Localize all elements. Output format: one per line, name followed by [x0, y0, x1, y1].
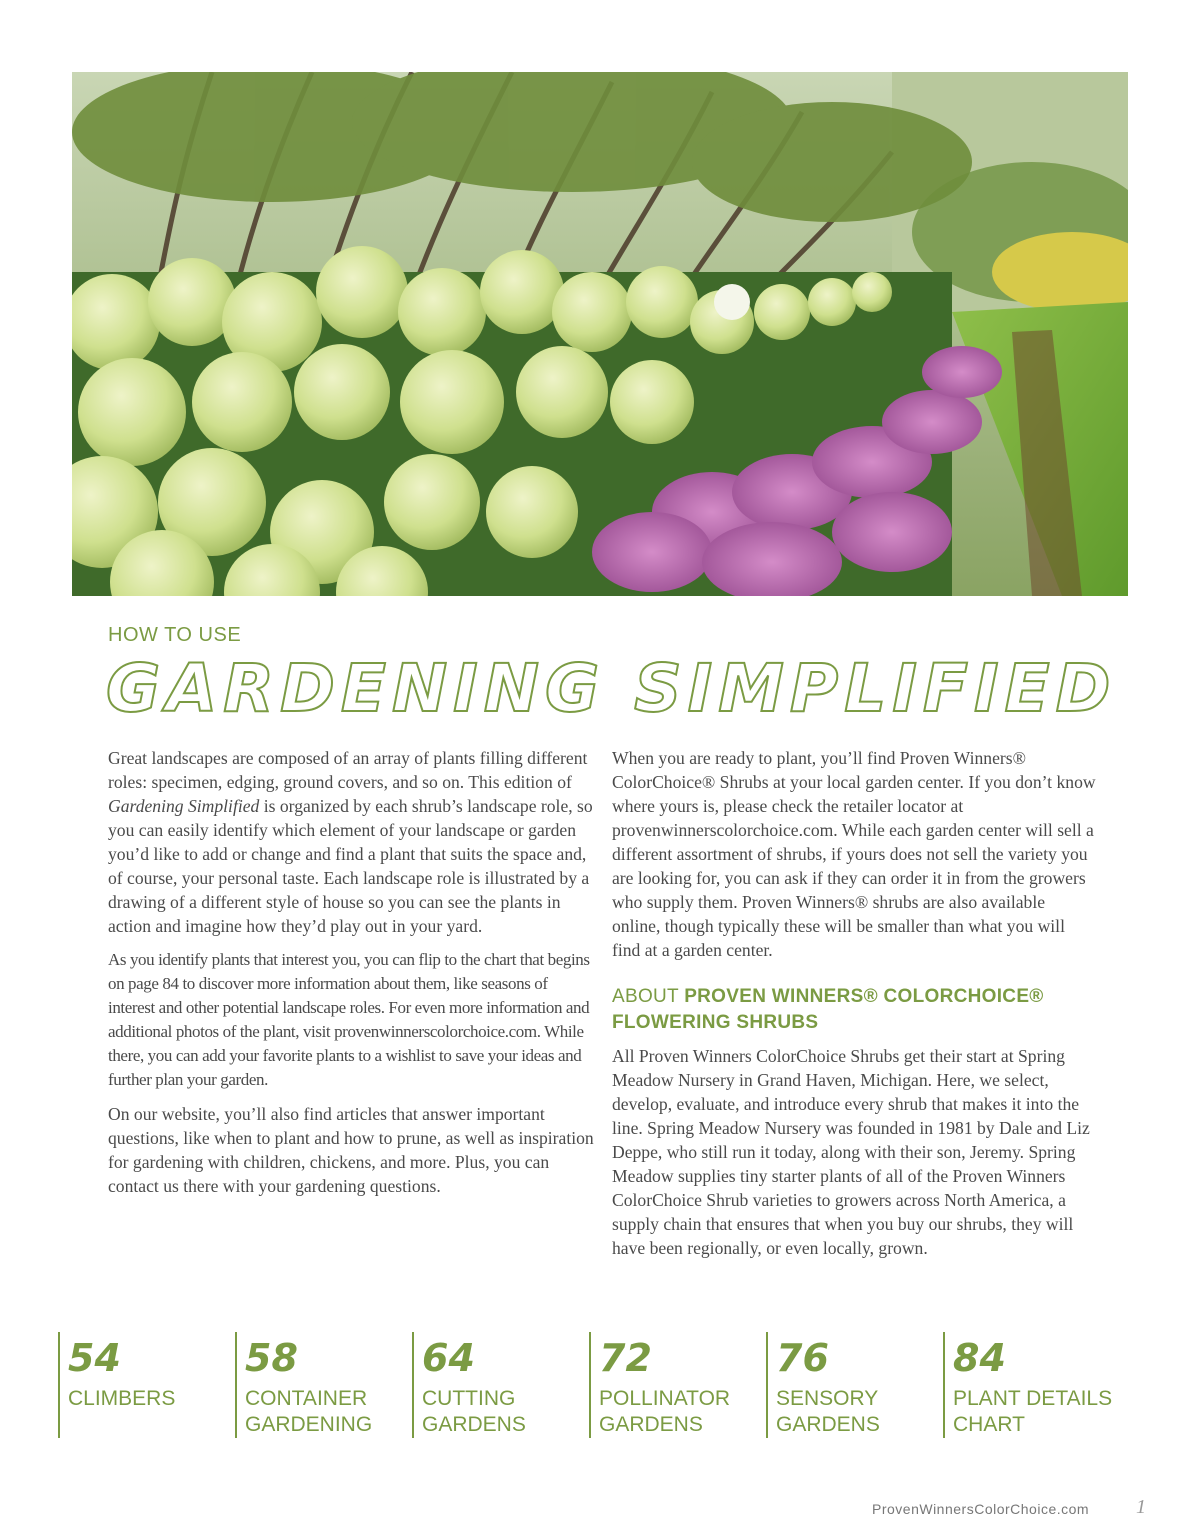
section-page-number: 72	[599, 1336, 652, 1380]
section-page-number: 54	[68, 1336, 121, 1380]
section-label: CUTTING GARDENS	[422, 1387, 526, 1436]
section-label: SENSORY GARDENS	[776, 1387, 880, 1436]
garden-illustration	[72, 72, 1128, 596]
section-page-number: 84	[953, 1336, 1006, 1380]
page-title: GARDENING SIMPLIFIED	[106, 650, 1117, 727]
section-sensory-gardens[interactable]	[766, 1332, 936, 1438]
about-heading-bold: PROVEN WINNERS® COLORCHOICE® FLOWERING SHRUBS	[612, 986, 1044, 1033]
section-page-number: 76	[776, 1336, 829, 1380]
section-cutting-gardens[interactable]	[412, 1332, 582, 1438]
kicker-how-to-use: HOW TO USE	[108, 624, 242, 646]
section-container-gardening[interactable]	[235, 1332, 405, 1438]
section-plant-details-chart[interactable]	[943, 1332, 1143, 1438]
website-paragraph: On our website, you’ll also find articles that answer important questions, like when to plant and how to prune, as well as inspiration for gardening with children, chickens, and more. Plus, you can contact us there with your gardening questions.	[108, 1104, 594, 1196]
section-index	[0, 1332, 1200, 1442]
section-label: PLANT DETAILS CHART	[953, 1387, 1113, 1436]
publication-title: Gardening Simplified	[108, 796, 260, 816]
intro-text-b: is organized by each shrub’s landscape role, so you can easily identify which element of your landscape or garden you’d like to add or change and find a plant that suits the space and, of course, your personal taste. Each landscape role is illustrated by a drawing of a different style of house so you can see the plants in action and imagine how they’d play out in your yard.	[108, 796, 593, 936]
section-climbers[interactable]	[58, 1332, 228, 1438]
footer-website-link[interactable]: ProvenWinnersColorChoice.com	[872, 1501, 1090, 1517]
left-column	[108, 746, 594, 1208]
where-to-buy-paragraph: When you are ready to plant, you’ll find Proven Winners® ColorChoice® Shrubs at your local garden center. If you don’t know where yours is, please check the retailer locator at provenwinnerscolorchoice.com. While each garden center will sell a different assortment of shrubs, if yours does not sell the variety you are looking for, you can ask if they can order it in from the growers who supply them. Proven Winners® shrubs are also available online, though typically these will be smaller than what you will find at a garden center.	[612, 748, 1096, 960]
intro-paragraph	[108, 746, 594, 938]
about-heading	[612, 984, 1096, 1036]
section-label: CLIMBERS	[68, 1387, 176, 1410]
section-label: POLLINATOR GARDENS	[599, 1387, 731, 1436]
section-label: CONTAINER GARDENING	[245, 1387, 373, 1436]
section-pollinator-gardens[interactable]	[589, 1332, 759, 1438]
chart-paragraph: As you identify plants that interest you, you can flip to the chart that begins on page 84 to discover more information about them, like seasons of interest and other potential landscape roles. For even more information and additional photos of the plant, visit provenwinnerscolorchoice.com. While there, you can add your favorite plants to a wishlist to save your ideas and further plan your garden.	[108, 950, 590, 1089]
intro-text-a: Great landscapes are composed of an array of plants filling different roles: specimen, edging, ground covers, and so on. This edition of	[108, 748, 588, 792]
section-page-number: 58	[245, 1336, 298, 1380]
hero-garden-photo	[72, 72, 1128, 596]
section-page-number: 64	[422, 1336, 475, 1380]
about-heading-light: ABOUT	[612, 986, 685, 1007]
right-column	[612, 746, 1096, 1270]
about-paragraph: All Proven Winners ColorChoice Shrubs get their start at Spring Meadow Nursery in Grand Haven, Michigan. Here, we select, develop, evaluate, and introduce every shrub that makes it into the line. Spring Meadow Nursery was founded in 1981 by Dale and Liz Deppe, who still run it today, along with their son, Jeremy. Spring Meadow supplies tiny starter plants of all of the Proven Winners ColorChoice Shrub varieties to growers across North America, a supply chain that ensures that when you buy our shrubs, they will have been regionally, or even locally, grown.	[612, 1046, 1090, 1258]
page-number: 1	[1136, 1496, 1146, 1518]
